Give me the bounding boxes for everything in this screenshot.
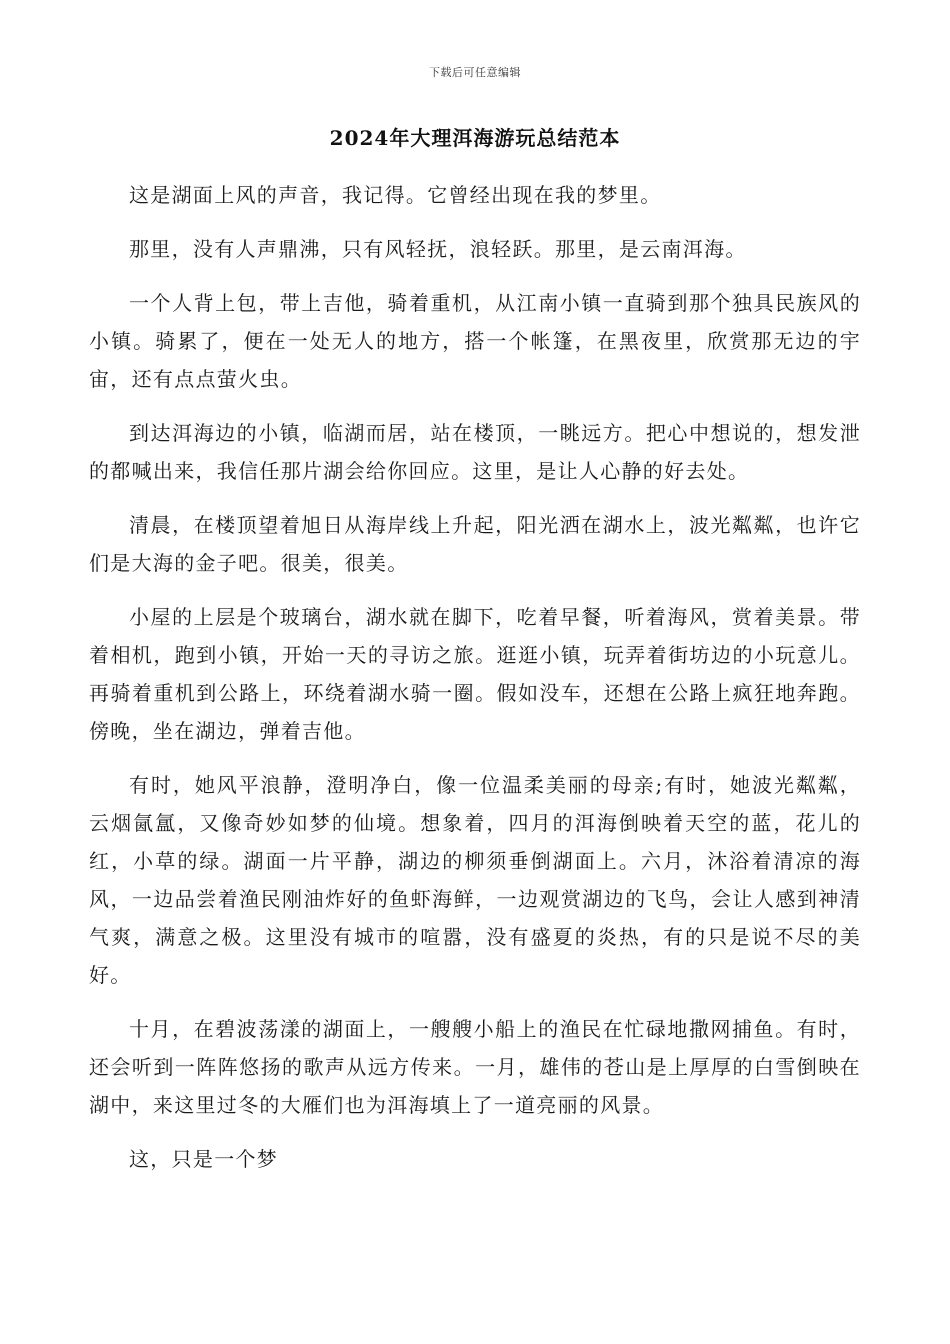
header-note: 下载后可任意编辑 (429, 66, 521, 79)
document-title: 2024年大理洱海游玩总结范本 (329, 126, 621, 150)
paragraph: 那里，没有人声鼎沸，只有风轻抚，浪轻跃。那里，是云南洱海。 (129, 237, 747, 261)
paragraph: 这是湖面上风的声音，我记得。它曾经出现在我的梦里。 (129, 183, 662, 207)
paragraph: 这，只是一个梦 (129, 1147, 279, 1171)
paragraph: 十月，在碧波荡漾的湖面上，一艘艘小船上的渔民在忙碌地撒网捕鱼。有时，还会听到一阵阵悠扬的歌声从远方传来。一月，雄伟的苍山是上厚厚的白雪倒映在湖中，来这里过冬的大雁们也为洱海填上了一道亮丽的风景。 (89, 1017, 861, 1117)
paragraph: 到达洱海边的小镇，临湖而居，站在楼顶，一眺远方。把心中想说的，想发泄的都喊出来，我信任那片湖会给你回应。这里，是让人心静的好去处。 (89, 421, 861, 483)
paragraph: 有时，她风平浪静，澄明净白，像一位温柔美丽的母亲;有时，她波光粼粼，云烟氤氲，又像奇妙如梦的仙境。想象着，四月的洱海倒映着天空的蓝，花儿的红，小草的绿。湖面一片平静，湖边的柳须垂倒湖面上。六月，沐浴着清凉的海风，一边品尝着渔民刚油炸好的鱼虾海鲜，一边观赏湖边的飞鸟，会让人感到神清气爽，满意之极。这里没有城市的喧嚣，没有盛夏的炎热，有的只是说不尽的美好。 (89, 773, 861, 987)
paragraph: 一个人背上包，带上吉他，骑着重机，从江南小镇一直骑到那个独具民族风的小镇。骑累了，便在一处无人的地方，搭一个帐篷，在黑夜里，欣赏那无边的宇宙，还有点点萤火虫。 (89, 291, 861, 391)
paragraph: 小屋的上层是个玻璃台，湖水就在脚下，吃着早餐，听着海风，赏着美景。带着相机，跑到小镇，开始一天的寻访之旅。逛逛小镇，玩弄着街坊边的小玩意儿。再骑着重机到公路上，环绕着湖水骑一圈。假如没车，还想在公路上疯狂地奔跑。傍晚，坐在湖边，弹着吉他。 (89, 605, 861, 743)
document-body (89, 176, 861, 1194)
paragraph: 清晨，在楼顶望着旭日从海岸线上升起，阳光洒在湖水上，波光粼粼，也许它们是大海的金子吧。很美，很美。 (89, 513, 861, 575)
